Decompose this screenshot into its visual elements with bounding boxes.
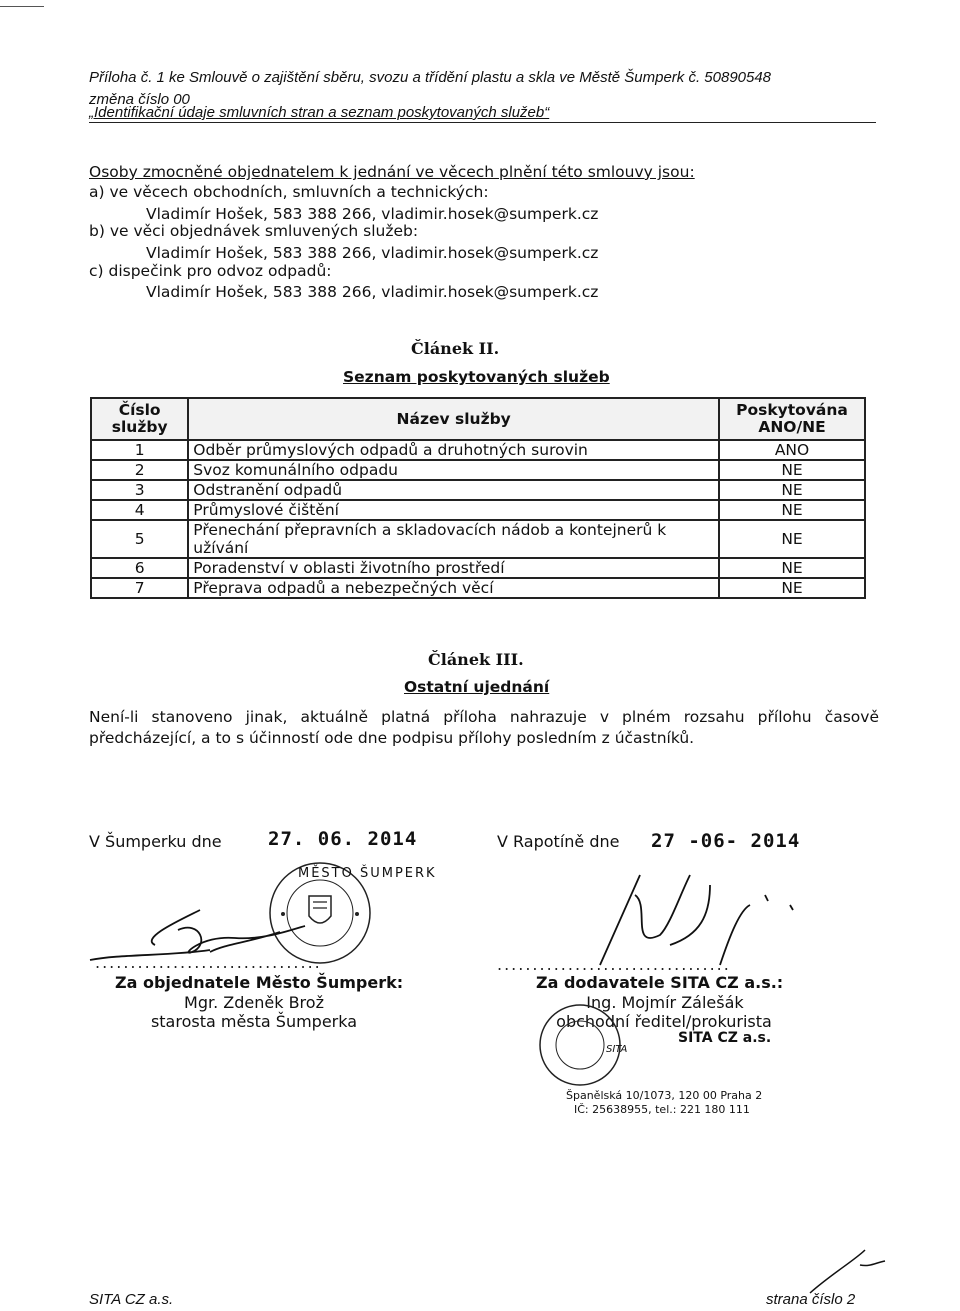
left-name: Mgr. Zdeněk Brož: [184, 993, 324, 1012]
persons-item-a-label: a) ve věcech obchodních, smluvních a technických:: [89, 183, 489, 201]
footer-page-number: strana číslo 2: [766, 1291, 856, 1308]
right-signature-line: .................................: [497, 955, 731, 974]
footer-company: SITA CZ a.s.: [89, 1291, 174, 1308]
row-provided: NE: [719, 480, 865, 500]
row-number: 7: [91, 578, 188, 598]
persons-item-c-label: c) dispečink pro odvoz odpadů:: [89, 262, 332, 280]
article2-heading: Článek II.: [411, 339, 500, 358]
left-caption: Za objednatele Město Šumperk:: [115, 973, 404, 992]
row-service-name: Průmyslové čištění: [188, 500, 719, 520]
row-provided: NE: [719, 558, 865, 578]
row-provided: NE: [719, 500, 865, 520]
left-place: V Šumperku dne: [89, 832, 222, 851]
row-service-name: Přenechání přepravních a skladovacích nádob a kontejnerů k užívání: [188, 520, 719, 558]
persons-item-b-contact: Vladimír Hošek, 583 388 266, vladimir.hosek@sumperk.cz: [146, 244, 599, 262]
left-role: starosta města Šumperka: [150, 1012, 358, 1031]
attachment-subtitle: „Identifikační údaje smluvních stran a seznam poskytovaných služeb“: [89, 104, 550, 121]
row-number: 3: [91, 480, 188, 500]
row-provided: ANO: [719, 440, 865, 460]
row-number: 1: [91, 440, 188, 460]
persons-item-a-contact: Vladimír Hošek, 583 388 266, vladimir.hosek@sumperk.cz: [146, 205, 599, 223]
table-row: [91, 558, 865, 578]
col-header-name: Název služby: [188, 398, 719, 440]
services-table: [90, 397, 866, 599]
initials-icon: [800, 1245, 890, 1295]
right-caption: Za dodavatele SITA CZ a.s.:: [536, 973, 784, 992]
persons-intro: Osoby zmocněné objednatelem k jednání ve věcech plnění této smlouvy jsou:: [89, 163, 695, 181]
col-header-provided: Poskytována ANO/NE: [719, 398, 865, 440]
row-service-name: Přeprava odpadů a nebezpečných věcí: [188, 578, 719, 598]
article2-title: Seznam poskytovaných služeb: [343, 368, 610, 386]
table-row: [91, 460, 865, 480]
row-number: 4: [91, 500, 188, 520]
table-row: [91, 440, 865, 460]
table-row: [91, 578, 865, 598]
services-table-header: [91, 398, 865, 440]
left-date: 27. 06. 2014: [268, 828, 418, 850]
left-signature-line: ................................: [95, 953, 322, 972]
article3-heading: Článek III.: [428, 650, 524, 669]
right-role: obchodní ředitel/prokurista: [556, 1012, 772, 1031]
header-divider: [89, 122, 876, 123]
article3-body: Není-li stanoveno jinak, aktuálně platná příloha nahrazuje v plném rozsahu přílohu časově předcházející, a to s účinností ode dne podpisu přílohy posledním z účastníků.: [89, 708, 879, 747]
right-place: V Rapotíně dne: [497, 832, 620, 851]
right-name: Ing. Mojmír Zálešák: [586, 993, 744, 1012]
stamp-address: Španělská 10/1073, 120 00 Praha 2: [566, 1089, 763, 1102]
company-seal-text: SITA: [606, 1044, 628, 1055]
table-row: [91, 500, 865, 520]
row-provided: NE: [719, 578, 865, 598]
article3-title: Ostatní ujednání: [404, 678, 550, 696]
row-service-name: Odstranění odpadů: [188, 480, 719, 500]
row-service-name: Poradenství v oblasti životního prostředí: [188, 558, 719, 578]
right-date: 27 -06- 2014: [651, 830, 801, 852]
col-header-number: Číslo služby: [91, 398, 188, 440]
change-number: změna číslo 00: [89, 91, 190, 108]
persons-item-c-contact: Vladimír Hošek, 583 388 266, vladimir.hosek@sumperk.cz: [146, 283, 599, 301]
row-provided: NE: [719, 460, 865, 480]
table-row: [91, 480, 865, 500]
right-company: SITA CZ a.s.: [678, 1030, 772, 1046]
table-row: [91, 520, 865, 558]
row-number: 6: [91, 558, 188, 578]
top-rule: [0, 6, 44, 7]
row-service-name: Svoz komunálního odpadu: [188, 460, 719, 480]
attachment-title: Příloha č. 1 ke Smlouvě o zajištění sběru, svozu a třídění plastu a skla ve Městě Šumperk č. 50890548: [89, 69, 772, 86]
row-number: 2: [91, 460, 188, 480]
row-provided: NE: [719, 520, 865, 558]
city-seal-text: MĚSTO ŠUMPERK: [298, 866, 437, 881]
persons-item-b-label: b) ve věci objednávek smluvených služeb:: [89, 222, 419, 240]
stamp-id: IČ: 25638955, tel.: 221 180 111: [574, 1103, 750, 1116]
row-service-name: Odběr průmyslových odpadů a druhotných surovin: [188, 440, 719, 460]
row-number: 5: [91, 520, 188, 558]
